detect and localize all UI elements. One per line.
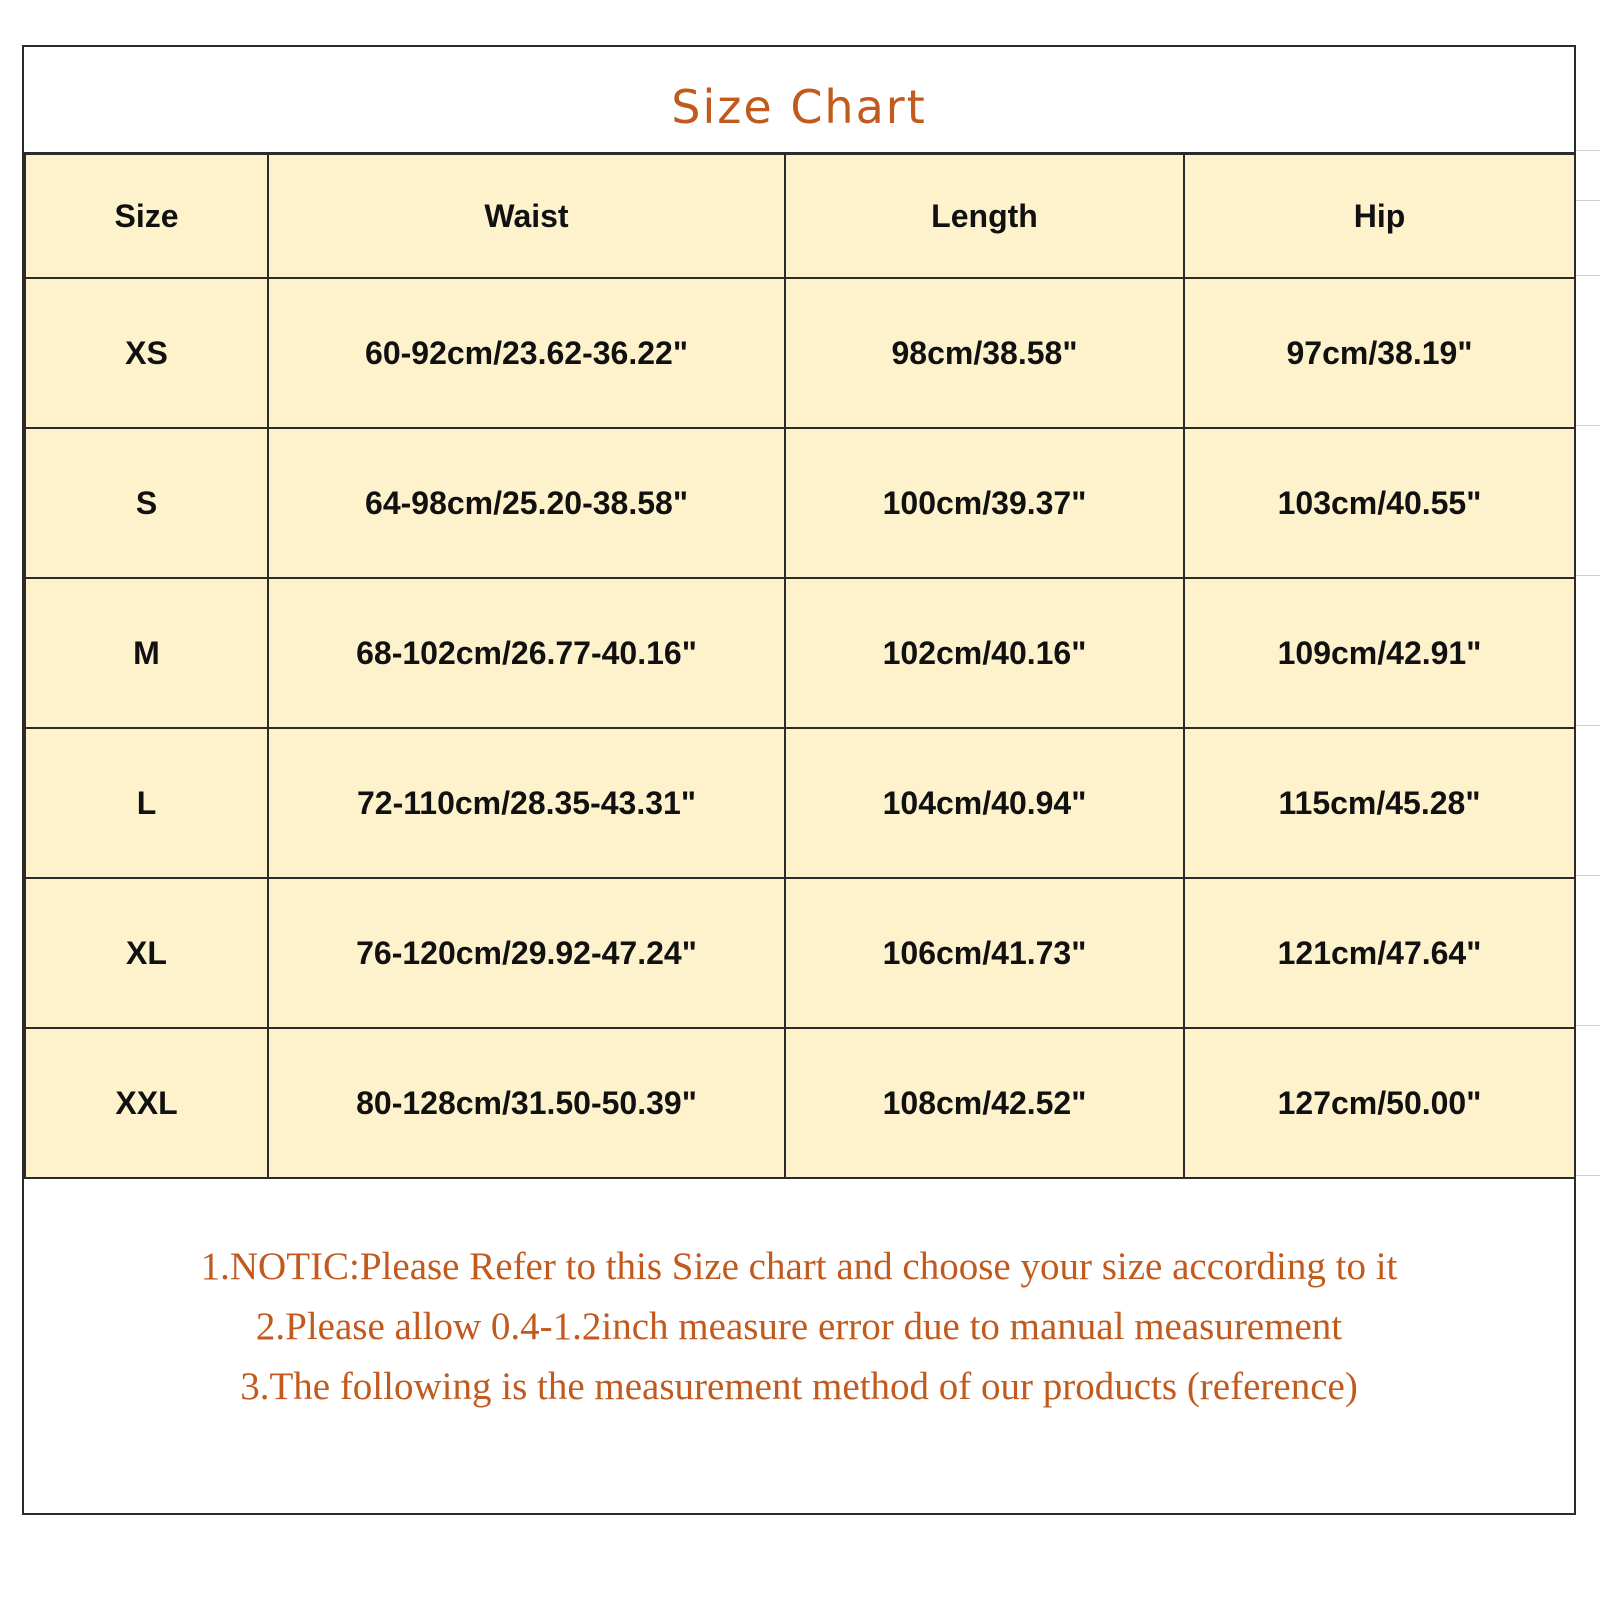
edge-divider [1576,1025,1600,1026]
size-cell: XXL [25,1028,268,1178]
chart-title: Size Chart [671,79,927,134]
table-row [25,878,1575,1028]
table-row [25,1028,1575,1178]
column-header-hip: Hip [1184,154,1575,278]
waist-cell: 80-128cm/31.50-50.39" [268,1028,785,1178]
edge-divider [1576,1175,1600,1176]
notes-block [24,1237,1574,1417]
waist-cell: 64-98cm/25.20-38.58" [268,428,785,578]
table-header-row [25,154,1575,278]
column-header-waist: Waist [268,154,785,278]
hip-cell: 103cm/40.55" [1184,428,1575,578]
hip-cell: 97cm/38.19" [1184,278,1575,428]
edge-divider-lines [1576,150,1600,1180]
size-cell: XS [25,278,268,428]
edge-divider [1576,275,1600,276]
edge-divider [1576,725,1600,726]
edge-divider [1576,150,1600,151]
title-bar [24,47,1574,154]
note-line-1: 1.NOTIC:Please Refer to this Size chart and choose your size according to it [200,1245,1398,1288]
hip-cell: 115cm/45.28" [1184,728,1575,878]
size-table [24,153,1576,1179]
edge-divider [1576,200,1600,201]
size-cell: XL [25,878,268,1028]
hip-cell: 109cm/42.91" [1184,578,1575,728]
length-cell: 106cm/41.73" [785,878,1184,1028]
length-cell: 102cm/40.16" [785,578,1184,728]
column-header-length: Length [785,154,1184,278]
length-cell: 98cm/38.58" [785,278,1184,428]
table-row [25,728,1575,878]
size-cell: L [25,728,268,878]
table-row [25,278,1575,428]
note-line-2: 2.Please allow 0.4-1.2inch measure error due to manual measurement [255,1305,1343,1348]
waist-cell: 76-120cm/29.92-47.24" [268,878,785,1028]
table-row [25,578,1575,728]
waist-cell: 60-92cm/23.62-36.22" [268,278,785,428]
waist-cell: 72-110cm/28.35-43.31" [268,728,785,878]
column-header-size: Size [25,154,268,278]
waist-cell: 68-102cm/26.77-40.16" [268,578,785,728]
note-line-3: 3.The following is the measurement method of our products (reference) [240,1365,1358,1408]
edge-divider [1576,875,1600,876]
length-cell: 104cm/40.94" [785,728,1184,878]
size-chart-frame [22,45,1576,1515]
size-cell: M [25,578,268,728]
length-cell: 108cm/42.52" [785,1028,1184,1178]
hip-cell: 121cm/47.64" [1184,878,1575,1028]
hip-cell: 127cm/50.00" [1184,1028,1575,1178]
size-cell: S [25,428,268,578]
length-cell: 100cm/39.37" [785,428,1184,578]
edge-divider [1576,575,1600,576]
table-row [25,428,1575,578]
edge-divider [1576,425,1600,426]
